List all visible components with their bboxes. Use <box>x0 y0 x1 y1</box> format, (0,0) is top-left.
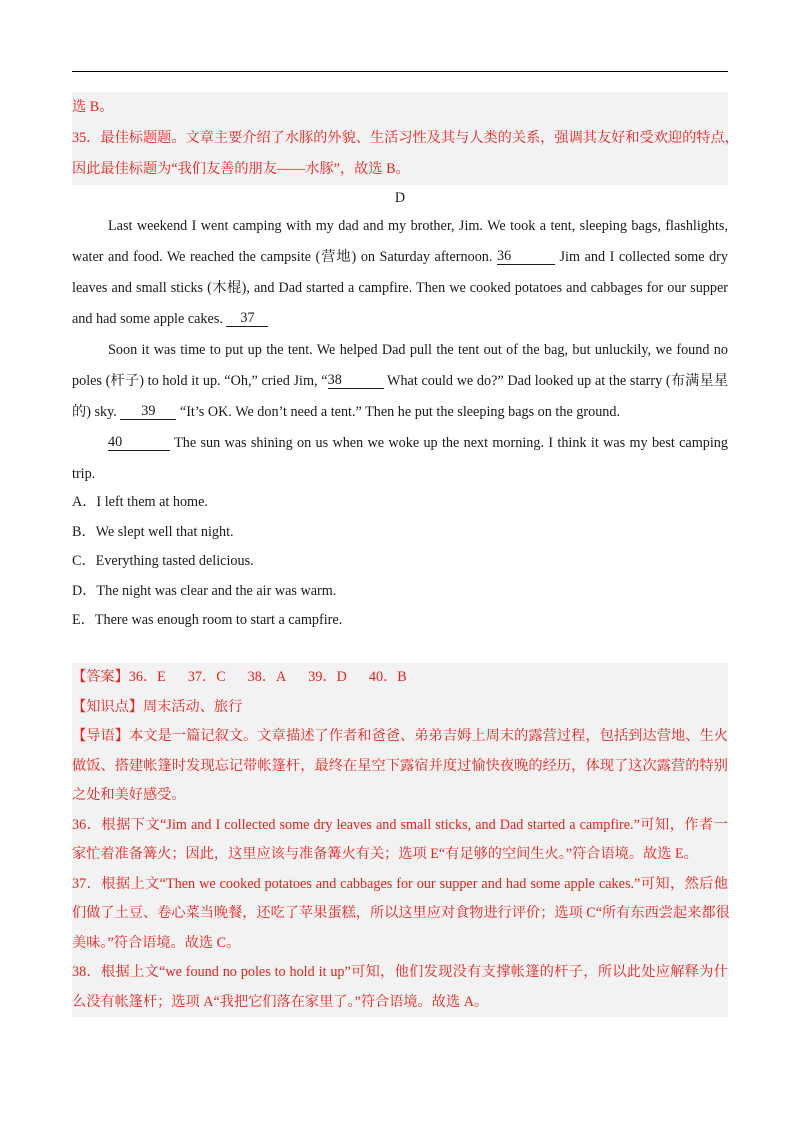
passage-text: “It’s OK. We don’t need a tent.” Then he put the sleeping bags on the ground. <box>179 404 621 420</box>
knowledge-text: 周末活动、旅行 <box>142 698 243 715</box>
blank-38: 38 <box>328 372 384 389</box>
answer-item: 36．E <box>128 669 166 685</box>
passage <box>72 211 728 490</box>
passage-line <box>72 366 728 397</box>
explanation-37-line1: 37．根据上文“Then we cooked potatoes and cabbages for our supper and had some apple cakes.”可知，然后他 <box>72 875 728 892</box>
explanation-37-line3: 美味。”符合语境。故选 C。 <box>72 934 241 951</box>
knowledge-line <box>72 693 728 723</box>
answer-item: 39．D <box>308 669 347 685</box>
passage-line <box>72 397 728 428</box>
option-b: B．We slept well that night. <box>72 523 234 540</box>
explanation-38-line1: 38．根据上文“we found no poles to hold it up”可知，他们发现没有支撑帐篷的杆子，所以此处应解释为什 <box>72 964 728 980</box>
option-a: A．I left them at home. <box>72 494 208 510</box>
passage-text: poles (杆子) to hold it up. “Oh,” cried Jim, “ <box>72 373 328 389</box>
section-letter: D <box>394 190 406 206</box>
passage-line: Last weekend I went camping with my dad and my brother, Jim. We took a tent, sleeping bags, flashlights, <box>108 218 728 234</box>
answer-item: 37．C <box>187 669 226 685</box>
option-e: E．There was enough room to start a campfire. <box>72 612 343 628</box>
answer-label: 【答案】 <box>72 669 129 685</box>
guide-line: 做饭、搭建帐篷时发现忘记带帐篷杆，最终在星空下露宿并度过愉快夜晚的经历，体现了这次露营的特别 <box>72 757 728 774</box>
passage-line <box>72 304 728 335</box>
explanation-36-line1: 36．根据下文“Jim and I collected some dry leaves and small sticks, and Dad started a campfire.”可知，作者一 <box>72 816 728 833</box>
blank-37: 37 <box>226 310 268 327</box>
guide-line <box>72 722 728 752</box>
option-c: C．Everything tasted delicious. <box>72 553 254 569</box>
blank-36: 36 <box>497 248 555 265</box>
passage-line: trip. <box>72 466 96 482</box>
explanation-38-line2: 么没有帐篷杆；选项 A“我把它们落在家里了。”符合语境。故选 A。 <box>72 993 489 1010</box>
passage-text: The sun was shining on us when we woke up the next morning. I think it was my best camping <box>174 435 728 451</box>
answer-line <box>72 663 728 693</box>
options-list <box>72 488 728 636</box>
passage-text: Jim and I collected some dry <box>559 249 729 265</box>
guide-text: 本文是一篇记叙文。文章描述了作者和爸爸、弟弟吉姆上周末的露营过程，包括到达营地、生火 <box>129 728 728 744</box>
explanation-35-line2: 因此最佳标题为“我们友善的朋友——水豚”，故选 B。 <box>72 161 410 177</box>
passage-line <box>72 428 728 459</box>
passage-text: water and food. We reached the campsite (营地) on Saturday afternoon. <box>72 249 493 265</box>
top-explanation <box>72 92 739 185</box>
knowledge-label: 【知识点】 <box>72 698 143 715</box>
guide-label: 【导语】 <box>72 728 130 744</box>
explanation-36-line2: 家忙着准备篝火；因此，这里应该与准备篝火有关；选项 E“有足够的空间生火。”符合语境。故选 E。 <box>72 846 698 862</box>
answer-item: 40．B <box>368 669 407 685</box>
passage-text: and had some apple cakes. <box>72 311 223 327</box>
answer-section <box>72 663 728 1017</box>
passage-text: What could we do?” Dad looked up at the starry (布满星星 <box>387 373 729 389</box>
passage-line <box>72 242 728 273</box>
option-d: D．The night was clear and the air was warm. <box>72 582 337 599</box>
passage-line: Soon it was time to put up the tent. We helped Dad pull the tent out of the bag, but unluckily, we found no <box>108 342 728 358</box>
passage-line: leaves and small sticks (木棍), and Dad started a campfire. Then we cooked potatoes and cabbages for our supper <box>72 280 728 296</box>
answer-item: 38．A <box>247 669 287 685</box>
explanation-37-line2: 们做了土豆、卷心菜当晚餐，还吃了苹果蛋糕，所以这里应对食物进行评价；选项 C“所有东西尝起来都很 <box>72 905 730 921</box>
header-rule <box>72 71 728 72</box>
blank-40: 40 <box>108 434 170 451</box>
passage-text: 的) sky. <box>72 404 117 420</box>
guide-line: 之处和美好感受。 <box>72 787 186 803</box>
section-heading <box>72 183 728 214</box>
explanation-line: 选 B。 <box>72 99 114 115</box>
blank-39: 39 <box>120 403 176 420</box>
explanation-35-line1: 35．最佳标题题。文章主要介绍了水豚的外貌、生活习性及其与人类的关系，强调其友好和受欢迎的特点， <box>72 130 739 146</box>
